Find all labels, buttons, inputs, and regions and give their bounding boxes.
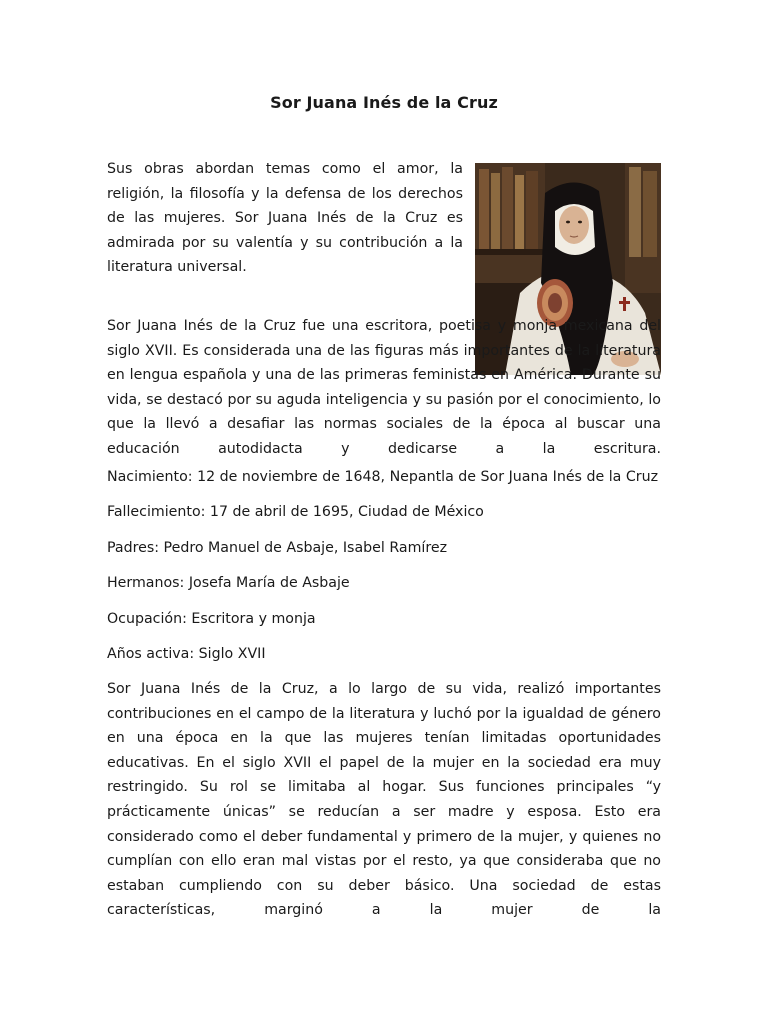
intro-section [107, 157, 661, 457]
fact-siblings: Hermanos: Josefa María de Asbaje [107, 575, 350, 592]
facts-list [107, 465, 661, 677]
intro-paragraph: Sor Juana Inés de la Cruz fue una escritora, poetisa y monja mexicana del siglo XVII. Es considerada una de las figuras más importantes de la literatura en lengua española y una de las primeras feministas en América. Durante su vida, se destacó por su aguda inteligencia y su pasión por el conocimiento, lo que la llevó a desafiar las normas sociales de la época al buscar una educación autodidacta y dedicarse a la escritura. [107, 318, 661, 457]
fact-parents: Padres: Pedro Manuel de Asbaje, Isabel Ramírez [107, 539, 448, 556]
closing-paragraph: Sor Juana Inés de la Cruz, a lo largo de su vida, realizó importantes contribuciones en el campo de la literatura y luchó por la igualdad de género en una época en la que las mujeres tenían limitadas oportunidades educativas. En el siglo XVII el papel de la mujer en la sociedad era muy restringido. Su rol se limitaba al hogar. Sus funciones principales “y prácticamente únicas” se reducían a ser madre y esposa. Esto era considerado como el deber fundamental y primero de la mujer, y quienes no cumplían con ello eran mal vistas por el resto, ya que consideraba que no estaban cumpliendo con su deber básico. Una sociedad de estas características, marginó a la mujer de la [107, 681, 661, 919]
fact-birth: Nacimiento: 12 de noviembre de 1648, Nepantla de Sor Juana Inés de la Cruz [107, 469, 659, 485]
intro-paragraph-continued: Sus obras abordan temas como el amor, la religión, la filosofía y la defensa de los derechos de las mujeres. Sor Juana Inés de la Cruz es admirada por su valentía y su contribución a la literatura universal. [107, 161, 463, 276]
fact-death: Fallecimiento: 17 de abril de 1695, Ciudad de México [107, 504, 484, 521]
fact-occupation: Ocupación: Escritora y monja [107, 610, 316, 627]
page-title: Sor Juana Inés de la Cruz [270, 93, 498, 112]
fact-years-active: Años activa: Siglo XVII [107, 645, 266, 662]
